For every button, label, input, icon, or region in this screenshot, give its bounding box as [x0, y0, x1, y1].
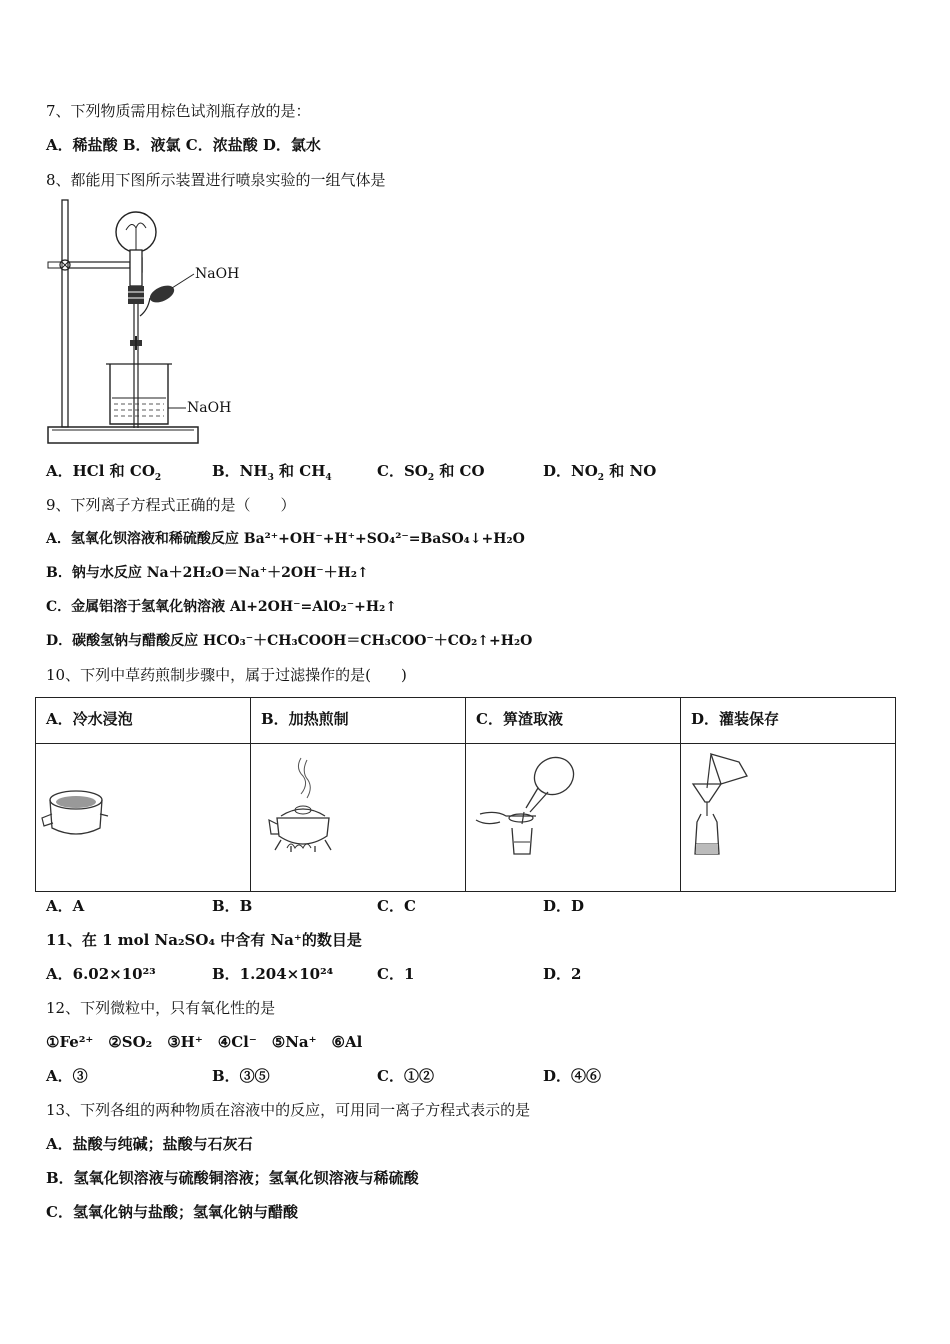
q10-option-b: B．B: [212, 897, 253, 915]
q12-stem: 12、下列微粒中，只有氧化性的是: [46, 999, 276, 1017]
q11-option-c: C．1: [377, 965, 415, 983]
q10-image-cell-d: [681, 744, 896, 892]
q7-options: A．稀盐酸 B．液氯 C．浓盐酸 D．氯水: [46, 136, 321, 154]
q10-header-b: B．加热煎制: [251, 698, 466, 744]
q10-option-a: A．A: [46, 897, 85, 915]
naoh-label-top: NaOH: [195, 266, 240, 282]
q10-image-cell-b: [251, 744, 466, 892]
q13-option-a: A．盐酸与纯碱；盐酸与石灰石: [46, 1135, 253, 1153]
q11-option-a: A．6.02×10²³: [46, 965, 156, 983]
fountain-apparatus-figure: [44, 198, 244, 450]
bottling-image: [681, 744, 895, 891]
heating-pot-image: [251, 744, 465, 891]
q8-option-b: B．$NH_3$ 和 $CH_4$: [212, 462, 332, 483]
q9-option-c: C．金属铝溶于氢氧化钠溶液 Al+2OH⁻=AlO₂⁻+H₂↑: [46, 599, 397, 615]
q12-option-d: D．④⑥: [543, 1067, 602, 1085]
q8-option-a: A．HCl 和 $CO_2$: [46, 462, 162, 483]
q12-option-b: B．③⑤: [212, 1067, 270, 1085]
q12-option-a: A．③: [46, 1067, 88, 1085]
q9-option-b: B．钠与水反应 Na＋2H₂O＝Na⁺＋2OH⁻＋H₂↑: [46, 565, 369, 581]
q10-table: [35, 697, 896, 892]
q13-stem: 13、下列各组的两种物质在溶液中的反应，可用同一离子方程式表示的是: [46, 1101, 531, 1119]
q10-image-cell-a: [36, 744, 251, 892]
q9-option-d: D．碳酸氢钠与醋酸反应 HCO₃⁻＋CH₃COOH＝CH₃COO⁻＋CO₂↑+H₂O: [46, 633, 533, 649]
q13-option-b: B．氢氧化钡溶液与硫酸铜溶液；氢氧化钡溶液与稀硫酸: [46, 1169, 419, 1187]
q10-image-cell-c: [466, 744, 681, 892]
q9-option-a: A．氢氧化钡溶液和稀硫酸反应 Ba²⁺+OH⁻+H⁺+SO₄²⁻=BaSO₄↓+H₂O: [46, 531, 525, 547]
soaking-pot-image: [36, 744, 250, 891]
q8-stem: 8、都能用下图所示装置进行喷泉实验的一组气体是: [46, 171, 386, 189]
q8-option-d: D．$NO_2$ 和 NO: [543, 462, 657, 483]
q11-option-d: D．2: [543, 965, 582, 983]
q10-header-a: A．冷水浸泡: [36, 698, 251, 744]
q12-particles: ①Fe²⁺ ②SO₂ ③H⁺ ④Cl⁻ ⑤Na⁺ ⑥Al: [46, 1033, 363, 1051]
q10-stem: 10、下列中草药煎制步骤中，属于过滤操作的是( ): [46, 666, 407, 684]
q11-stem: 11、在 1 mol Na₂SO₄ 中含有 Na⁺的数目是: [46, 931, 362, 949]
naoh-label-bottom: NaOH: [187, 400, 232, 416]
q10-option-c: C．C: [377, 897, 416, 915]
q13-option-c: C．氢氧化钠与盐酸；氢氧化钠与醋酸: [46, 1203, 298, 1221]
q10-header-d: D．灌装保存: [681, 698, 896, 744]
filtering-image: [466, 744, 680, 891]
q10-header-c: C．箅渣取液: [466, 698, 681, 744]
q10-option-d: D．D: [543, 897, 585, 915]
q9-stem: 9、下列离子方程式正确的是（ ）: [46, 496, 296, 514]
q8-option-c: C．$SO_2$ 和 CO: [377, 462, 485, 483]
q12-option-c: C．①②: [377, 1067, 434, 1085]
q7-stem: 7、下列物质需用棕色试剂瓶存放的是：: [46, 102, 311, 120]
q11-option-b: B．1.204×10²⁴: [212, 965, 334, 983]
